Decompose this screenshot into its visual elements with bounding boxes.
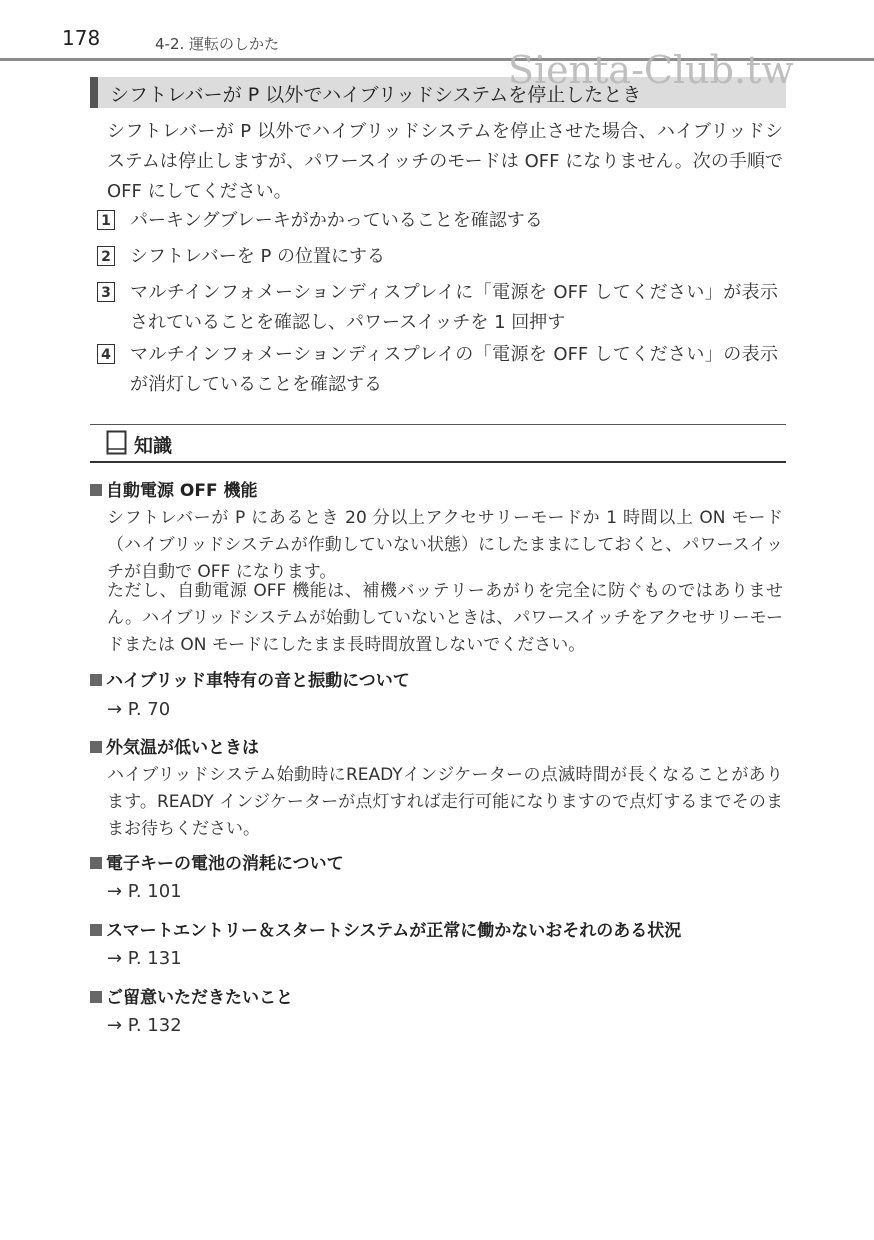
section-title: シフトレバーが P 以外でハイブリッドシステムを停止したとき bbox=[110, 84, 642, 106]
square-bullet-icon bbox=[90, 991, 102, 1003]
section-intro: シフトレバーが P 以外でハイブリッドシステムを停止させた場合、ハイブリッドシステムは停止しますが、パワースイッチのモードは OFF になりません。次の手順で OFF にしてください。 bbox=[107, 121, 783, 202]
knowledge-heading-text-1: 自動電源 OFF 機能 bbox=[106, 481, 258, 501]
knowledge-heading-text-2: ハイブリッド車特有の音と振動について bbox=[106, 671, 410, 691]
knowledge-heading-6 bbox=[90, 983, 293, 1008]
book-icon bbox=[106, 430, 128, 456]
watermark: Sienta-Club.tw bbox=[508, 48, 794, 92]
step-text-4: マルチインフォメーションディスプレイの「電源を OFF してください」の表示が消灯していることを確認する bbox=[130, 344, 778, 395]
page-reference-link[interactable]: → P. 70 bbox=[107, 699, 171, 720]
step-text-3: マルチインフォメーションディスプレイに「電源を OFF してください」が表示されていることを確認し、パワースイッチを 1 回押す bbox=[130, 282, 778, 333]
step-number-3: 3 bbox=[97, 282, 115, 302]
square-bullet-icon bbox=[90, 741, 102, 753]
chapter-label: 4-2. 運転のしかた bbox=[155, 35, 280, 53]
knowledge-body-1a: シフトレバーが P にあるとき 20 分以上アクセサリーモードか 1 時間以上 ON モード（ハイブリッドシステムが作動していない状態）にしたままにしておくと、パワースイッチが自動で OFF になります。 bbox=[107, 508, 783, 582]
knowledge-body-1b: ただし、自動電源 OFF 機能は、補機バッテリーあがりを完全に防ぐものではありません。ハイブリッドシステムが始動していないときは、パワースイッチをアクセサリーモードまたは ON モードにしたまま長時間放置しないでください。 bbox=[107, 581, 783, 655]
square-bullet-icon bbox=[90, 674, 102, 686]
page-number: 178 bbox=[62, 26, 101, 50]
page-reference-link[interactable]: → P. 101 bbox=[107, 881, 182, 902]
knowledge-heading-text-4: 電子キーの電池の消耗について bbox=[106, 854, 344, 874]
knowledge-title: 知識 bbox=[134, 435, 173, 457]
knowledge-rule-bottom bbox=[90, 461, 786, 463]
knowledge-heading-3 bbox=[90, 733, 259, 758]
square-bullet-icon bbox=[90, 924, 102, 936]
page-reference-link[interactable]: → P. 131 bbox=[107, 948, 182, 969]
knowledge-heading-5 bbox=[90, 916, 681, 941]
knowledge-heading-text-5: スマートエントリー＆スタートシステムが正常に働かないおそれのある状況 bbox=[106, 921, 682, 941]
step-text-2: シフトレバーを P の位置にする bbox=[130, 246, 386, 267]
step-number-1: 1 bbox=[97, 210, 115, 230]
step-text-1: パーキングブレーキがかかっていることを確認する bbox=[130, 210, 543, 231]
page-reference-link[interactable]: → P. 132 bbox=[107, 1015, 182, 1036]
knowledge-body-3: ハイブリッドシステム始動時にREADYインジケーターの点滅時間が長くなることがあります。READY インジケーターが点灯すれば走行可能になりますので点灯するまでそのままお待ちください。 bbox=[107, 765, 783, 839]
square-bullet-icon bbox=[90, 484, 102, 496]
knowledge-heading-text-6: ご留意いただきたいこと bbox=[106, 988, 293, 1008]
knowledge-heading-4 bbox=[90, 849, 344, 874]
knowledge-rule-top bbox=[90, 424, 786, 425]
step-number-2: 2 bbox=[97, 246, 115, 266]
knowledge-heading-1 bbox=[90, 476, 258, 501]
square-bullet-icon bbox=[90, 857, 102, 869]
step-number-4: 4 bbox=[97, 344, 115, 364]
knowledge-heading-2 bbox=[90, 666, 410, 691]
knowledge-heading-text-3: 外気温が低いときは bbox=[106, 738, 259, 758]
